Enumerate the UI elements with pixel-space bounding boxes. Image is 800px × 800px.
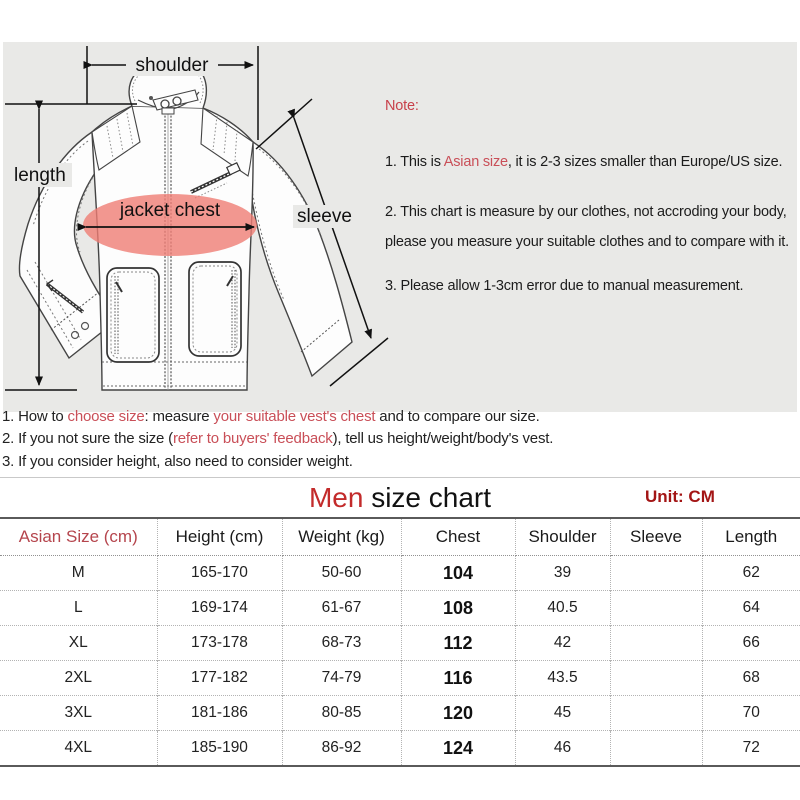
plain-text: 3. Please allow 1-3cm error due to manual measurement. <box>385 278 744 294</box>
jacket-measurement-diagram <box>5 42 399 414</box>
value-cell: 185-190 <box>157 731 282 767</box>
title-rest: size chart <box>363 482 492 513</box>
value-cell: 72 <box>702 731 800 767</box>
value-cell: 50-60 <box>282 556 401 591</box>
note-item-2-line-2 <box>385 234 797 250</box>
value-cell: 45 <box>515 696 610 731</box>
plain-text: 2. This chart is measure by our clothes, not accroding your body, <box>385 204 787 220</box>
value-cell: 173-178 <box>157 626 282 661</box>
value-cell: 86-92 <box>282 731 401 767</box>
value-cell: 68 <box>702 661 800 696</box>
size-table-body <box>0 556 800 767</box>
tip-item-1 <box>2 408 540 425</box>
size-cell: 3XL <box>0 696 157 731</box>
right-pocket <box>189 262 241 356</box>
table-row <box>0 661 800 696</box>
table-row <box>0 696 800 731</box>
note-item-2-line-1 <box>385 204 797 220</box>
size-cell: XL <box>0 626 157 661</box>
column-header: Weight (kg) <box>282 518 401 556</box>
size-cell: 4XL <box>0 731 157 767</box>
column-header: Length <box>702 518 800 556</box>
column-header: Shoulder <box>515 518 610 556</box>
value-cell: 46 <box>515 731 610 767</box>
jacket-chest-label: jacket chest <box>119 200 221 221</box>
plain-text: and to compare our size. <box>375 408 540 425</box>
value-cell: 68-73 <box>282 626 401 661</box>
table-row <box>0 556 800 591</box>
value-cell: 42 <box>515 626 610 661</box>
sleeve-label: sleeve <box>297 206 352 227</box>
value-cell: 61-67 <box>282 591 401 626</box>
value-cell: 177-182 <box>157 661 282 696</box>
note-item-3 <box>385 278 797 294</box>
accent-text: Asian size <box>443 154 508 170</box>
value-cell: 43.5 <box>515 661 610 696</box>
value-cell: 64 <box>702 591 800 626</box>
value-cell: 108 <box>401 591 515 626</box>
value-cell: 66 <box>702 626 800 661</box>
shoulder-label: shoulder <box>135 55 209 76</box>
size-table <box>0 517 800 767</box>
value-cell: 62 <box>742 564 760 581</box>
value-cell: 74-79 <box>282 661 401 696</box>
value-cell: 80-85 <box>282 696 401 731</box>
value-cell <box>610 696 702 731</box>
value-cell: 40.5 <box>515 591 610 626</box>
size-cell: M <box>0 556 157 591</box>
value-cell <box>610 661 702 696</box>
jacket-right-sleeve <box>248 142 352 376</box>
column-header: Chest <box>401 518 515 556</box>
value-cell: 165-170 <box>157 556 282 591</box>
table-row <box>0 731 800 767</box>
plain-text: ), tell us height/weight/body's vest. <box>332 430 554 447</box>
note-item-1 <box>385 154 797 170</box>
section-divider <box>0 477 800 478</box>
note-heading: Note: <box>385 98 419 114</box>
value-cell: 124 <box>401 731 515 767</box>
size-table-header <box>0 518 800 556</box>
table-row <box>0 626 800 661</box>
plain-text: 3. If you consider height, also need to consider weight. <box>2 453 353 470</box>
tip-item-3 <box>2 453 353 470</box>
value-cell: 112 <box>401 626 515 661</box>
plain-text: 1. How to <box>2 408 68 425</box>
plain-text: 2. If you not sure the size ( <box>2 430 173 447</box>
unit-label: Unit: CM <box>645 487 715 506</box>
size-cell: 2XL <box>0 661 157 696</box>
column-header: Asian Size (cm) <box>0 518 157 556</box>
plain-text: , it is 2-3 sizes smaller than Europe/US size. <box>507 154 783 170</box>
length-label: length <box>14 165 66 186</box>
plain-text: : measure <box>144 408 214 425</box>
diagram-panel <box>3 42 797 412</box>
column-header: Sleeve <box>610 518 702 556</box>
accent-text: your suitable vest's chest <box>213 408 376 425</box>
value-cell: 39 <box>515 556 610 591</box>
column-header: Height (cm) <box>157 518 282 556</box>
plain-text: please you measure your suitable clothes and to compare with it. <box>385 234 789 250</box>
accent-text: refer to buyers' feedback <box>172 430 333 447</box>
table-row <box>0 591 800 626</box>
value-cell: 70 <box>702 696 800 731</box>
value-cell: 181-186 <box>157 696 282 731</box>
tip-item-2 <box>2 430 553 447</box>
title-accent: Men <box>308 482 364 513</box>
accent-text: choose size <box>67 408 145 425</box>
value-cell: 169-174 <box>157 591 282 626</box>
value-cell <box>610 591 702 626</box>
value-cell <box>610 556 702 591</box>
value-cell: 104 <box>401 556 515 591</box>
value-cell: 116 <box>401 661 515 696</box>
plain-text: 1. This is <box>385 154 444 170</box>
value-cell: 120 <box>401 696 515 731</box>
value-cell <box>610 731 702 767</box>
value-cell <box>610 626 702 661</box>
size-cell: L <box>0 591 157 626</box>
